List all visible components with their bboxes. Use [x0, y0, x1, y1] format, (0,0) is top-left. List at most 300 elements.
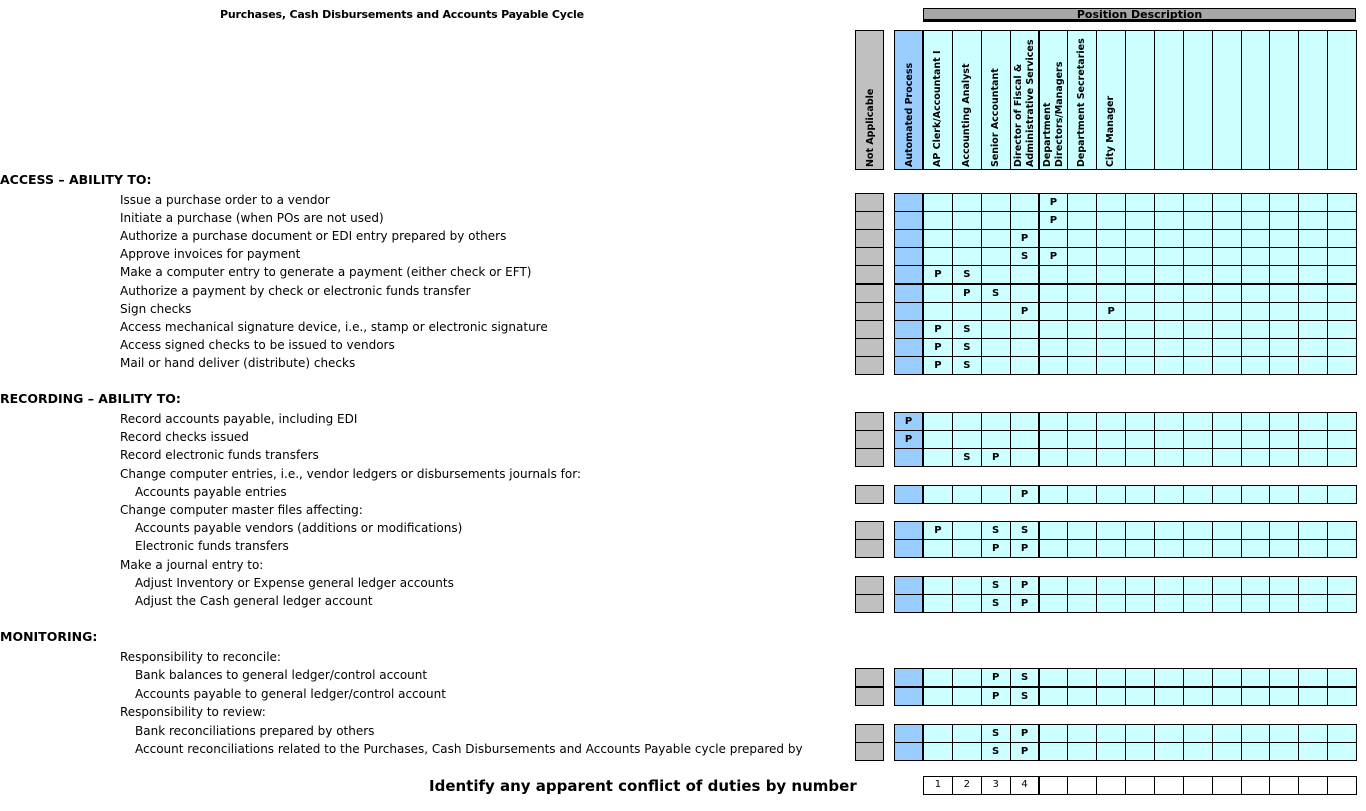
position-cell[interactable]	[923, 193, 953, 212]
position-cell[interactable]	[1096, 356, 1126, 375]
position-cell[interactable]	[1096, 338, 1126, 357]
conflict-number-cell[interactable]: 3	[981, 776, 1011, 795]
position-cell[interactable]	[1269, 668, 1299, 687]
position-cell[interactable]	[1067, 211, 1097, 230]
position-cell[interactable]	[1298, 594, 1328, 613]
position-cell[interactable]	[923, 229, 953, 248]
automated-cell[interactable]	[894, 265, 923, 284]
position-cell[interactable]	[981, 211, 1011, 230]
position-cell[interactable]	[1241, 229, 1271, 248]
conflict-number-cell[interactable]	[1067, 776, 1097, 795]
position-cell[interactable]	[1241, 448, 1271, 467]
position-cell[interactable]	[1096, 211, 1126, 230]
position-cell[interactable]	[1039, 320, 1069, 339]
position-cell[interactable]	[1067, 430, 1097, 449]
position-cell[interactable]: P	[1010, 485, 1040, 504]
position-cell[interactable]	[923, 448, 953, 467]
position-cell[interactable]	[1154, 448, 1184, 467]
position-cell[interactable]	[1269, 284, 1299, 303]
position-cell[interactable]: P	[981, 687, 1011, 706]
position-cell[interactable]	[1067, 320, 1097, 339]
position-cell[interactable]	[1298, 356, 1328, 375]
position-cell[interactable]	[1067, 338, 1097, 357]
conflict-number-cell[interactable]	[1096, 776, 1126, 795]
position-cell[interactable]	[1327, 229, 1357, 248]
position-cell[interactable]: P	[1039, 247, 1069, 266]
automated-cell[interactable]	[894, 247, 923, 266]
position-cell[interactable]	[1183, 320, 1213, 339]
position-cell[interactable]	[1096, 247, 1126, 266]
automated-cell[interactable]	[894, 284, 923, 303]
position-cell[interactable]	[1067, 576, 1097, 595]
position-cell[interactable]	[1183, 485, 1213, 504]
position-cell[interactable]	[1125, 193, 1155, 212]
position-cell[interactable]	[1154, 742, 1184, 761]
position-cell[interactable]	[1039, 687, 1069, 706]
position-cell[interactable]: P	[1096, 302, 1126, 321]
position-cell[interactable]	[1067, 448, 1097, 467]
position-cell[interactable]	[923, 594, 953, 613]
position-cell[interactable]	[1125, 576, 1155, 595]
automated-cell[interactable]	[894, 356, 923, 375]
position-cell[interactable]: P	[1010, 576, 1040, 595]
position-cell[interactable]	[1183, 521, 1213, 540]
position-cell[interactable]	[1010, 320, 1040, 339]
position-cell[interactable]	[1241, 247, 1271, 266]
position-cell[interactable]	[1125, 539, 1155, 558]
position-cell[interactable]	[1125, 430, 1155, 449]
automated-cell[interactable]	[894, 594, 923, 613]
position-cell[interactable]	[1154, 412, 1184, 431]
position-cell[interactable]	[1212, 211, 1242, 230]
position-cell[interactable]	[1269, 229, 1299, 248]
position-cell[interactable]: P	[1039, 211, 1069, 230]
position-cell[interactable]	[1298, 338, 1328, 357]
position-cell[interactable]	[1327, 576, 1357, 595]
position-cell[interactable]	[1212, 687, 1242, 706]
conflict-number-cell[interactable]	[1212, 776, 1242, 795]
position-cell[interactable]	[1096, 576, 1126, 595]
position-cell[interactable]	[923, 742, 953, 761]
position-cell[interactable]	[1212, 193, 1242, 212]
automated-cell[interactable]	[894, 687, 923, 706]
position-cell[interactable]	[1125, 229, 1155, 248]
position-cell[interactable]: S	[981, 724, 1011, 743]
position-cell[interactable]	[1298, 430, 1328, 449]
position-cell[interactable]	[1212, 485, 1242, 504]
position-cell[interactable]	[1125, 412, 1155, 431]
position-cell[interactable]	[1327, 521, 1357, 540]
position-cell[interactable]	[952, 193, 982, 212]
position-cell[interactable]	[1067, 284, 1097, 303]
not-applicable-cell[interactable]	[855, 687, 884, 706]
position-cell[interactable]	[1039, 594, 1069, 613]
position-cell[interactable]	[1096, 229, 1126, 248]
position-cell[interactable]: P	[1010, 594, 1040, 613]
position-cell[interactable]	[1241, 742, 1271, 761]
position-cell[interactable]	[1154, 724, 1184, 743]
position-cell[interactable]	[1067, 687, 1097, 706]
position-cell[interactable]	[1298, 265, 1328, 284]
position-cell[interactable]	[1241, 576, 1271, 595]
position-cell[interactable]	[1269, 485, 1299, 504]
position-cell[interactable]	[1327, 211, 1357, 230]
position-cell[interactable]	[1269, 430, 1299, 449]
position-cell[interactable]	[1067, 247, 1097, 266]
position-cell[interactable]	[1183, 430, 1213, 449]
position-cell[interactable]: P	[1010, 302, 1040, 321]
position-cell[interactable]: P	[923, 338, 953, 357]
position-cell[interactable]	[952, 539, 982, 558]
position-cell[interactable]	[1241, 320, 1271, 339]
position-cell[interactable]	[1269, 576, 1299, 595]
position-cell[interactable]	[1039, 668, 1069, 687]
position-cell[interactable]	[1096, 539, 1126, 558]
not-applicable-cell[interactable]	[855, 539, 884, 558]
not-applicable-cell[interactable]	[855, 742, 884, 761]
position-cell[interactable]	[1125, 742, 1155, 761]
position-cell[interactable]: S	[981, 521, 1011, 540]
position-cell[interactable]	[1010, 430, 1040, 449]
position-cell[interactable]	[1269, 687, 1299, 706]
position-cell[interactable]	[1298, 320, 1328, 339]
position-cell[interactable]	[1125, 687, 1155, 706]
position-cell[interactable]	[952, 247, 982, 266]
position-cell[interactable]	[1269, 448, 1299, 467]
position-cell[interactable]: S	[1010, 668, 1040, 687]
conflict-number-cell[interactable]	[1241, 776, 1271, 795]
position-cell[interactable]: S	[952, 265, 982, 284]
position-cell[interactable]	[1125, 668, 1155, 687]
automated-cell[interactable]	[894, 211, 923, 230]
position-cell[interactable]	[1096, 724, 1126, 743]
position-cell[interactable]	[923, 412, 953, 431]
position-cell[interactable]	[1125, 356, 1155, 375]
position-cell[interactable]	[1154, 485, 1184, 504]
position-cell[interactable]	[1241, 193, 1271, 212]
position-cell[interactable]	[1212, 430, 1242, 449]
position-cell[interactable]	[981, 265, 1011, 284]
position-cell[interactable]	[1298, 412, 1328, 431]
position-cell[interactable]	[1010, 412, 1040, 431]
not-applicable-cell[interactable]	[855, 724, 884, 743]
position-cell[interactable]	[1269, 724, 1299, 743]
position-cell[interactable]	[1125, 485, 1155, 504]
position-cell[interactable]	[1269, 338, 1299, 357]
position-cell[interactable]: P	[1010, 229, 1040, 248]
position-cell[interactable]	[1125, 247, 1155, 266]
position-cell[interactable]	[1096, 320, 1126, 339]
conflict-number-cell[interactable]	[1298, 776, 1328, 795]
position-cell[interactable]	[1125, 302, 1155, 321]
position-cell[interactable]	[1212, 412, 1242, 431]
position-cell[interactable]	[1327, 448, 1357, 467]
automated-cell[interactable]	[894, 320, 923, 339]
position-cell[interactable]: S	[952, 320, 982, 339]
position-cell[interactable]	[1327, 724, 1357, 743]
position-cell[interactable]	[1183, 247, 1213, 266]
position-cell[interactable]	[1154, 594, 1184, 613]
position-cell[interactable]	[923, 430, 953, 449]
automated-cell[interactable]	[894, 448, 923, 467]
position-cell[interactable]	[1269, 594, 1299, 613]
position-cell[interactable]	[1183, 412, 1213, 431]
position-cell[interactable]	[1298, 687, 1328, 706]
position-cell[interactable]	[1269, 412, 1299, 431]
position-cell[interactable]	[1241, 284, 1271, 303]
position-cell[interactable]	[1298, 539, 1328, 558]
position-cell[interactable]	[1183, 356, 1213, 375]
position-cell[interactable]: P	[952, 284, 982, 303]
automated-cell[interactable]: P	[894, 430, 923, 449]
position-cell[interactable]	[1039, 356, 1069, 375]
position-cell[interactable]	[1298, 521, 1328, 540]
position-cell[interactable]	[1269, 265, 1299, 284]
position-cell[interactable]	[952, 576, 982, 595]
position-cell[interactable]: P	[981, 448, 1011, 467]
not-applicable-cell[interactable]	[855, 302, 884, 321]
position-cell[interactable]	[1298, 724, 1328, 743]
position-cell[interactable]	[1154, 521, 1184, 540]
position-cell[interactable]	[923, 211, 953, 230]
position-cell[interactable]	[1241, 356, 1271, 375]
position-cell[interactable]	[1298, 448, 1328, 467]
automated-cell[interactable]	[894, 742, 923, 761]
position-cell[interactable]	[1212, 302, 1242, 321]
position-cell[interactable]	[1241, 265, 1271, 284]
position-cell[interactable]	[1269, 247, 1299, 266]
position-cell[interactable]	[1154, 211, 1184, 230]
conflict-number-cell[interactable]	[1125, 776, 1155, 795]
automated-cell[interactable]	[894, 338, 923, 357]
position-cell[interactable]	[1327, 356, 1357, 375]
not-applicable-cell[interactable]	[855, 211, 884, 230]
position-cell[interactable]	[1125, 284, 1155, 303]
position-cell[interactable]	[1067, 356, 1097, 375]
position-cell[interactable]	[1298, 211, 1328, 230]
position-cell[interactable]	[923, 247, 953, 266]
position-cell[interactable]	[1183, 302, 1213, 321]
position-cell[interactable]	[923, 302, 953, 321]
position-cell[interactable]	[1096, 521, 1126, 540]
not-applicable-cell[interactable]	[855, 284, 884, 303]
position-cell[interactable]	[952, 229, 982, 248]
position-cell[interactable]: S	[981, 284, 1011, 303]
position-cell[interactable]	[1212, 229, 1242, 248]
position-cell[interactable]	[1039, 302, 1069, 321]
not-applicable-cell[interactable]	[855, 594, 884, 613]
position-cell[interactable]	[1125, 265, 1155, 284]
conflict-number-cell[interactable]	[1327, 776, 1357, 795]
position-cell[interactable]: P	[981, 668, 1011, 687]
position-cell[interactable]	[1039, 229, 1069, 248]
position-cell[interactable]	[1096, 594, 1126, 613]
automated-cell[interactable]	[894, 724, 923, 743]
position-cell[interactable]: S	[952, 448, 982, 467]
position-cell[interactable]: S	[981, 742, 1011, 761]
position-cell[interactable]	[1039, 338, 1069, 357]
position-cell[interactable]	[1212, 539, 1242, 558]
position-cell[interactable]	[1327, 412, 1357, 431]
position-cell[interactable]	[1269, 211, 1299, 230]
position-cell[interactable]	[1183, 594, 1213, 613]
position-cell[interactable]	[1039, 284, 1069, 303]
position-cell[interactable]	[1241, 430, 1271, 449]
position-cell[interactable]: P	[1010, 724, 1040, 743]
conflict-number-cell[interactable]	[1269, 776, 1299, 795]
position-cell[interactable]	[1298, 576, 1328, 595]
position-cell[interactable]	[923, 576, 953, 595]
position-cell[interactable]	[1241, 521, 1271, 540]
position-cell[interactable]	[1125, 448, 1155, 467]
position-cell[interactable]	[981, 320, 1011, 339]
automated-cell[interactable]	[894, 521, 923, 540]
conflict-number-cell[interactable]	[1039, 776, 1069, 795]
position-cell[interactable]	[1010, 193, 1040, 212]
position-cell[interactable]	[923, 724, 953, 743]
position-cell[interactable]	[1327, 320, 1357, 339]
position-cell[interactable]	[1183, 742, 1213, 761]
conflict-number-cell[interactable]: 4	[1010, 776, 1040, 795]
position-cell[interactable]	[1010, 211, 1040, 230]
position-cell[interactable]	[1067, 668, 1097, 687]
position-cell[interactable]	[1154, 539, 1184, 558]
position-cell[interactable]	[1096, 430, 1126, 449]
position-cell[interactable]	[1327, 485, 1357, 504]
position-cell[interactable]	[1269, 521, 1299, 540]
position-cell[interactable]	[1154, 356, 1184, 375]
position-cell[interactable]	[1183, 724, 1213, 743]
position-cell[interactable]	[952, 521, 982, 540]
position-cell[interactable]	[1067, 539, 1097, 558]
position-cell[interactable]	[1183, 539, 1213, 558]
conflict-number-cell[interactable]	[1183, 776, 1213, 795]
position-cell[interactable]	[1096, 448, 1126, 467]
position-cell[interactable]	[1154, 284, 1184, 303]
position-cell[interactable]	[952, 412, 982, 431]
position-cell[interactable]	[1039, 485, 1069, 504]
not-applicable-cell[interactable]	[855, 521, 884, 540]
position-cell[interactable]	[1183, 193, 1213, 212]
position-cell[interactable]	[1298, 193, 1328, 212]
position-cell[interactable]	[952, 594, 982, 613]
position-cell[interactable]: P	[1010, 539, 1040, 558]
position-cell[interactable]	[952, 430, 982, 449]
automated-cell[interactable]	[894, 193, 923, 212]
position-cell[interactable]	[1010, 448, 1040, 467]
position-cell[interactable]	[1125, 724, 1155, 743]
position-cell[interactable]	[1298, 247, 1328, 266]
position-cell[interactable]	[981, 356, 1011, 375]
not-applicable-cell[interactable]	[855, 265, 884, 284]
position-cell[interactable]: P	[923, 521, 953, 540]
position-cell[interactable]	[1183, 576, 1213, 595]
position-cell[interactable]: P	[923, 320, 953, 339]
position-cell[interactable]	[981, 302, 1011, 321]
position-cell[interactable]	[1327, 302, 1357, 321]
not-applicable-cell[interactable]	[855, 430, 884, 449]
position-cell[interactable]	[981, 412, 1011, 431]
position-cell[interactable]	[1067, 193, 1097, 212]
position-cell[interactable]	[1067, 302, 1097, 321]
position-cell[interactable]: S	[1010, 247, 1040, 266]
position-cell[interactable]	[1269, 539, 1299, 558]
position-cell[interactable]	[1212, 521, 1242, 540]
position-cell[interactable]	[1154, 265, 1184, 284]
automated-cell[interactable]	[894, 576, 923, 595]
position-cell[interactable]	[1067, 412, 1097, 431]
position-cell[interactable]	[981, 430, 1011, 449]
position-cell[interactable]	[1212, 594, 1242, 613]
not-applicable-cell[interactable]	[855, 320, 884, 339]
not-applicable-cell[interactable]	[855, 448, 884, 467]
automated-cell[interactable]	[894, 539, 923, 558]
position-cell[interactable]	[1241, 302, 1271, 321]
not-applicable-cell[interactable]	[855, 668, 884, 687]
position-cell[interactable]	[1125, 211, 1155, 230]
position-cell[interactable]	[1298, 229, 1328, 248]
position-cell[interactable]	[1241, 338, 1271, 357]
position-cell[interactable]: P	[1010, 742, 1040, 761]
position-cell[interactable]	[1039, 430, 1069, 449]
position-cell[interactable]	[923, 687, 953, 706]
position-cell[interactable]	[1298, 742, 1328, 761]
automated-cell[interactable]: P	[894, 412, 923, 431]
position-cell[interactable]	[1154, 668, 1184, 687]
position-cell[interactable]: P	[923, 265, 953, 284]
position-cell[interactable]	[1212, 265, 1242, 284]
not-applicable-cell[interactable]	[855, 576, 884, 595]
position-cell[interactable]: S	[1010, 687, 1040, 706]
position-cell[interactable]	[981, 247, 1011, 266]
position-cell[interactable]	[1154, 338, 1184, 357]
conflict-number-cell[interactable]: 1	[923, 776, 953, 795]
position-cell[interactable]: S	[952, 338, 982, 357]
position-cell[interactable]: S	[952, 356, 982, 375]
position-cell[interactable]	[1010, 356, 1040, 375]
position-cell[interactable]	[1154, 193, 1184, 212]
position-cell[interactable]	[1327, 430, 1357, 449]
position-cell[interactable]	[1039, 448, 1069, 467]
position-cell[interactable]	[1067, 485, 1097, 504]
position-cell[interactable]	[1154, 320, 1184, 339]
position-cell[interactable]	[1183, 265, 1213, 284]
position-cell[interactable]	[923, 539, 953, 558]
position-cell[interactable]	[1241, 211, 1271, 230]
position-cell[interactable]	[1154, 247, 1184, 266]
position-cell[interactable]: S	[981, 576, 1011, 595]
position-cell[interactable]	[952, 302, 982, 321]
position-cell[interactable]	[1212, 742, 1242, 761]
automated-cell[interactable]	[894, 302, 923, 321]
position-cell[interactable]: S	[1010, 521, 1040, 540]
position-cell[interactable]	[1183, 284, 1213, 303]
position-cell[interactable]	[1298, 284, 1328, 303]
position-cell[interactable]	[1154, 687, 1184, 706]
position-cell[interactable]	[952, 485, 982, 504]
position-cell[interactable]	[923, 485, 953, 504]
position-cell[interactable]	[1212, 338, 1242, 357]
position-cell[interactable]	[1327, 539, 1357, 558]
position-cell[interactable]	[1096, 668, 1126, 687]
not-applicable-cell[interactable]	[855, 338, 884, 357]
position-cell[interactable]	[1039, 742, 1069, 761]
position-cell[interactable]	[1327, 668, 1357, 687]
position-cell[interactable]	[1039, 412, 1069, 431]
position-cell[interactable]	[1125, 594, 1155, 613]
position-cell[interactable]	[1096, 284, 1126, 303]
position-cell[interactable]	[1067, 521, 1097, 540]
